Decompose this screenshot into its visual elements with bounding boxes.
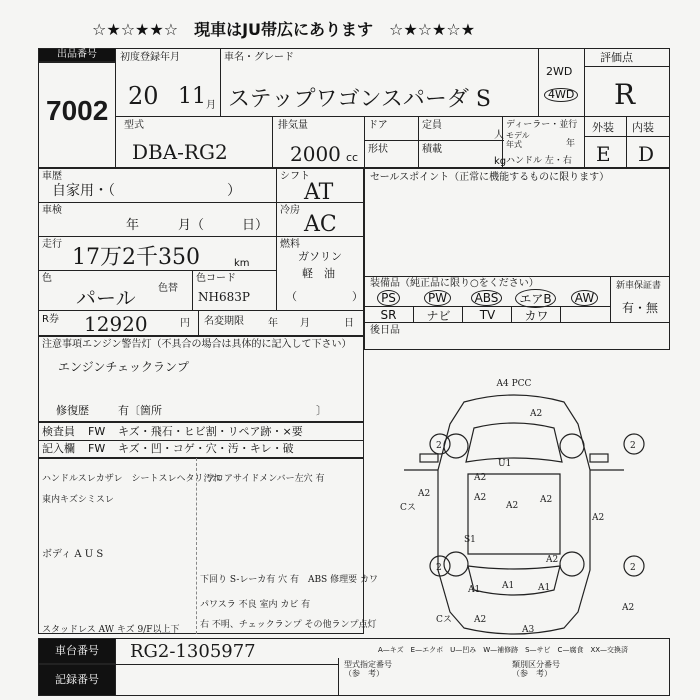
equipment-ps [364, 290, 413, 306]
equipment-airbag-text: エアB [515, 289, 555, 308]
drive-4wd: 4WD [544, 88, 578, 102]
diagram-code-10: A1 [468, 585, 481, 595]
recycle-label: R券 [42, 314, 59, 325]
ac-label: 冷房 [280, 205, 300, 216]
remark-4: 下回り S-レーカ有 穴 有 ABS 修理要 カワ [200, 575, 378, 585]
car-label: 車名・グレード [224, 52, 294, 63]
registration-label: 初度登録年月 [120, 52, 180, 63]
car-name: ステップワゴンスパーダ S [228, 87, 491, 112]
warranty-label: 新車保証書 [616, 281, 662, 291]
mileage-value: 17万2千350 [72, 245, 200, 270]
diagram-code-0: A2 [530, 409, 543, 419]
equipment-sr: SR [364, 306, 413, 323]
diagram-code-4: A2 [418, 489, 431, 499]
recorder-fw: FW [88, 442, 106, 455]
car-diagram [364, 350, 670, 650]
equipment-pw [413, 290, 462, 306]
dealer-handle: ハンドル 左・右 [506, 156, 572, 166]
remarks-divider [196, 458, 197, 634]
name-change-month: 月 [300, 318, 310, 329]
kg-label: kg [494, 156, 507, 167]
recorder-label: 記入欄 [42, 442, 75, 455]
inspector-rule [38, 440, 364, 441]
grade-rule [584, 136, 670, 137]
diagram-code-11: A2 [546, 555, 559, 565]
hub-fl [444, 434, 468, 458]
chassis-value: RG2-1305977 [130, 641, 256, 662]
diagram-code-16: Cス [400, 503, 416, 513]
divider-1 [220, 48, 221, 116]
name-change-year: 年 [268, 318, 278, 329]
capacity-label: 定員 [422, 120, 442, 131]
warranty-divider [610, 276, 611, 322]
equipment-tv: TV [462, 306, 512, 323]
divider-5 [364, 116, 365, 168]
diagram-code-7: S1 [464, 535, 476, 545]
color-label: 色 [42, 273, 52, 284]
rear-rule [364, 322, 670, 323]
left-mirror [420, 454, 438, 462]
displacement-label: 排気量 [278, 120, 308, 131]
dealer-model-year: モデル 年式 [506, 131, 530, 149]
diagram-code-8: A2 [506, 501, 519, 511]
inspector-label: 検査員 [42, 425, 75, 438]
windshield [466, 423, 562, 462]
wheel-rl-label: 2 [436, 563, 442, 573]
inspection-label: 車検 [42, 205, 62, 216]
equipment-grid [364, 290, 610, 322]
equipment-abs [462, 290, 511, 306]
hub-rl [444, 552, 468, 576]
diagram-code-1: U1 [498, 459, 512, 469]
equipment-abs-text: ABS [471, 290, 503, 306]
repair-value: 有〔箇所 〕 [118, 404, 327, 417]
inspector-marks: キズ・飛石・ヒビ割・リペア跡・×要 [118, 425, 303, 438]
recycle-divider [198, 310, 199, 336]
door-label: ドア [368, 120, 388, 131]
remark-2: 東内キズシミスレ [42, 495, 114, 505]
mid-divider [276, 168, 277, 310]
diagram-code-14: A3 [522, 625, 535, 635]
divider-6 [418, 116, 419, 168]
score-label: 評価点 [600, 51, 633, 64]
inspection-month: 月（ [178, 218, 205, 233]
shift-value: AT [304, 180, 334, 205]
shift-label: シフト [280, 171, 310, 182]
displacement-unit: cc [346, 151, 359, 164]
registration-month: 11 [178, 84, 206, 109]
color-code: NH683P [198, 290, 250, 304]
diagram-code-2: A2 [474, 473, 487, 483]
chassis-label: 車台番号 [38, 638, 116, 664]
equipment-empty [560, 306, 610, 323]
mileage-unit: km [234, 258, 250, 269]
rear-seat-label: 後日品 [370, 325, 400, 336]
exterior-label: 外装 [592, 121, 614, 134]
lot-label: 出品番号 [38, 48, 116, 62]
color-divider [192, 270, 193, 310]
load-label: 積載 [422, 144, 442, 155]
recycle-unit: 円 [180, 318, 190, 329]
engine-label: 記録番号 [38, 664, 116, 696]
wheel-rr-label: 2 [630, 563, 636, 573]
mid-rule-2 [38, 236, 364, 237]
footer-divider [338, 658, 339, 696]
mid-rule-3 [38, 270, 276, 271]
fuel-diesel: 軽 油 [302, 267, 335, 280]
color-value: パール [76, 286, 136, 310]
inspector-fw: FW [88, 425, 106, 438]
equipment-aw-text: AW [571, 290, 598, 306]
diagram-code-6: A2 [474, 493, 487, 503]
registration-month-unit: 月 [206, 100, 216, 111]
warranty-value: 有・無 [622, 301, 659, 315]
inspection-day: 日） [242, 218, 269, 233]
remark-7: 右 不明、チェックランプ その他ランプ点灯 [200, 620, 377, 630]
remark-6: スタッドレス AW キズ 9/F以上下 [42, 625, 180, 635]
divider-4 [272, 116, 273, 168]
notes-value: エンジンチェックランプ [58, 360, 190, 374]
model-label: 型式 [124, 120, 144, 131]
remark-5: パワスラ 不良 室内 カビ 有 [200, 600, 311, 610]
shape-number-label: 型式指定番号 （参 考） [344, 660, 392, 678]
equipment-label: 装備品（純正品に限り○をください） [370, 278, 539, 289]
hub-rr [560, 552, 584, 576]
banner: ☆★☆★★☆ 現車はJU帯広にあります ☆★☆★☆★ [92, 20, 476, 39]
displacement-value: 2000 [290, 142, 341, 166]
repair-label: 修復歴 [56, 404, 89, 417]
wheel-fl-label: 2 [436, 441, 442, 451]
wheel-fr-label: 2 [630, 441, 636, 451]
diagram-code-17: Cス [436, 615, 452, 625]
diagram-code-12: A1 [538, 583, 551, 593]
name-change-day: 日 [344, 318, 354, 329]
class-number-label: 類別区分番号 （参 考） [512, 660, 560, 678]
car-body-outline [438, 395, 590, 634]
diagram-code-9: A1 [502, 581, 515, 591]
sales-point-label: セールスポイント（正常に機能するものに限ります） [370, 172, 610, 183]
mid-rule-1 [38, 202, 364, 203]
notes-label: 注意事項エンジン警告灯（不具合の場合は具体的に記入して下さい） [42, 339, 352, 350]
diagram-code-5: A2 [592, 513, 605, 523]
ac-value: AC [304, 212, 337, 237]
history-value: 自家用・（ ） [52, 183, 241, 199]
right-mirror [590, 454, 608, 462]
diagram-top-label: A4 PCC [496, 379, 532, 389]
remark-3: ボディ A U S [42, 549, 104, 560]
persons-label: 人 [494, 130, 504, 141]
color-swap: 色替 [158, 283, 178, 294]
inspection-year: 年 [126, 218, 140, 233]
drive-2wd: 2WD [546, 65, 573, 78]
mileage-label: 走行 [42, 239, 62, 250]
remark-1: フロアサイドメンバー左穴 有 [206, 474, 325, 484]
divider-7 [502, 116, 503, 168]
score-rule [584, 66, 670, 67]
model-value: DBA-RG2 [132, 140, 228, 164]
diagram-code-3: A2 [540, 495, 553, 505]
dealer-label: ディーラー・並行 [506, 120, 578, 130]
roof [468, 474, 560, 554]
equipment-airbag [511, 290, 560, 306]
equipment-navi: ナビ [413, 306, 463, 323]
recorder-marks: キズ・凹・コゲ・穴・汚・キレ・破 [118, 442, 294, 455]
fuel-label: 燃料 [280, 239, 300, 250]
hub-fr [560, 434, 584, 458]
equipment-pw-text: PW [424, 290, 451, 306]
history-label: 車歴 [42, 171, 62, 182]
remark-0: ハンドルスレカザレ シートスレヘタリ汚れ [42, 474, 222, 484]
interior-grade: D [638, 142, 655, 166]
dealer-year: 年 [566, 139, 576, 149]
divider-2 [538, 48, 539, 116]
diagram-code-13: A2 [474, 615, 487, 625]
name-change-label: 名変期限 [204, 316, 244, 327]
mid-rule-4 [38, 310, 364, 311]
equipment-ps-text: PS [377, 290, 400, 306]
equipment-leather: カワ [511, 306, 561, 323]
registration-year: 20 [128, 82, 159, 110]
grade-divider [626, 116, 627, 168]
recycle-value: 12920 [84, 312, 148, 336]
fuel-other: （ ） [286, 290, 363, 303]
equip-rule [364, 276, 670, 277]
lot-number: 7002 [46, 95, 109, 126]
score-value: R [614, 78, 636, 111]
color-code-label: 色コード [196, 273, 236, 284]
interior-label: 内装 [632, 121, 654, 134]
diagram-code-15: A2 [622, 603, 635, 613]
shape-label: 形状 [368, 144, 388, 155]
fuel-gasoline: ガソリン [298, 250, 342, 263]
equipment-aw [560, 290, 609, 306]
row-rule-1b [364, 140, 504, 141]
exterior-grade: E [596, 142, 611, 166]
diagram-legend: A—キズ E—エクボ U—凹み W—補修跡 S—サビ C—腐食 XX—交換済 [378, 646, 629, 654]
row-rule-1 [116, 116, 670, 117]
